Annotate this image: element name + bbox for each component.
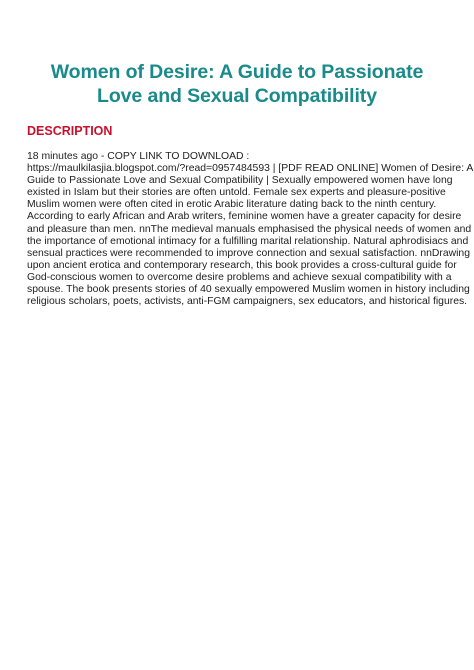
body-line: God-conscious women to overcome desire problems and achieve sexual compatibility with a	[27, 271, 452, 283]
body-line: Muslim women were often cited in erotic Arabic literature dating back to the ninth century.	[27, 199, 437, 211]
body-line: religious scholars, poets, activists, anti-FGM campaigners, sex educators, and historical figures.	[27, 296, 468, 308]
body-line: According to early African and Arab writers, feminine women have a greater capacity for desire	[27, 211, 462, 223]
body-line: upon ancient erotica and contemporary research, this book provides a cross-cultural guide for	[27, 259, 457, 271]
title-line-2: Love and Sexual Compatibility	[97, 85, 377, 107]
section-heading-description: DESCRIPTION	[27, 124, 113, 138]
body-line: and pleasure than men. nnThe medieval manuals emphasised the physical needs of women and	[27, 223, 472, 235]
body-line: 18 minutes ago - COPY LINK TO DOWNLOAD :	[27, 151, 250, 162]
body-line: sensual practices were recommended to improve connection and sexual satisfaction. nnDrawing	[27, 247, 470, 259]
body-line: the importance of emotional intimacy for a fulfilling marital relationship. Natural aphrodisiacs and	[27, 235, 469, 247]
body-line: Guide to Passionate Love and Sexual Compatibility | Sexually empowered women have long	[27, 175, 453, 187]
body-line: existed in Islam but their stories are often untold. Female sex experts and pleasure-positive	[27, 187, 446, 199]
description-body	[27, 151, 474, 308]
title-line-1: Women of Desire: A Guide to Passionate	[50, 61, 424, 83]
body-line: https://maulkilasjia.blogspot.com/?read=0957484593 | [PDF READ ONLINE] Women of Desire: A	[27, 163, 474, 175]
document-title	[0, 60, 474, 108]
body-line: spouse. The book presents stories of 40 sexually empowered Muslim women in history including	[27, 284, 470, 296]
